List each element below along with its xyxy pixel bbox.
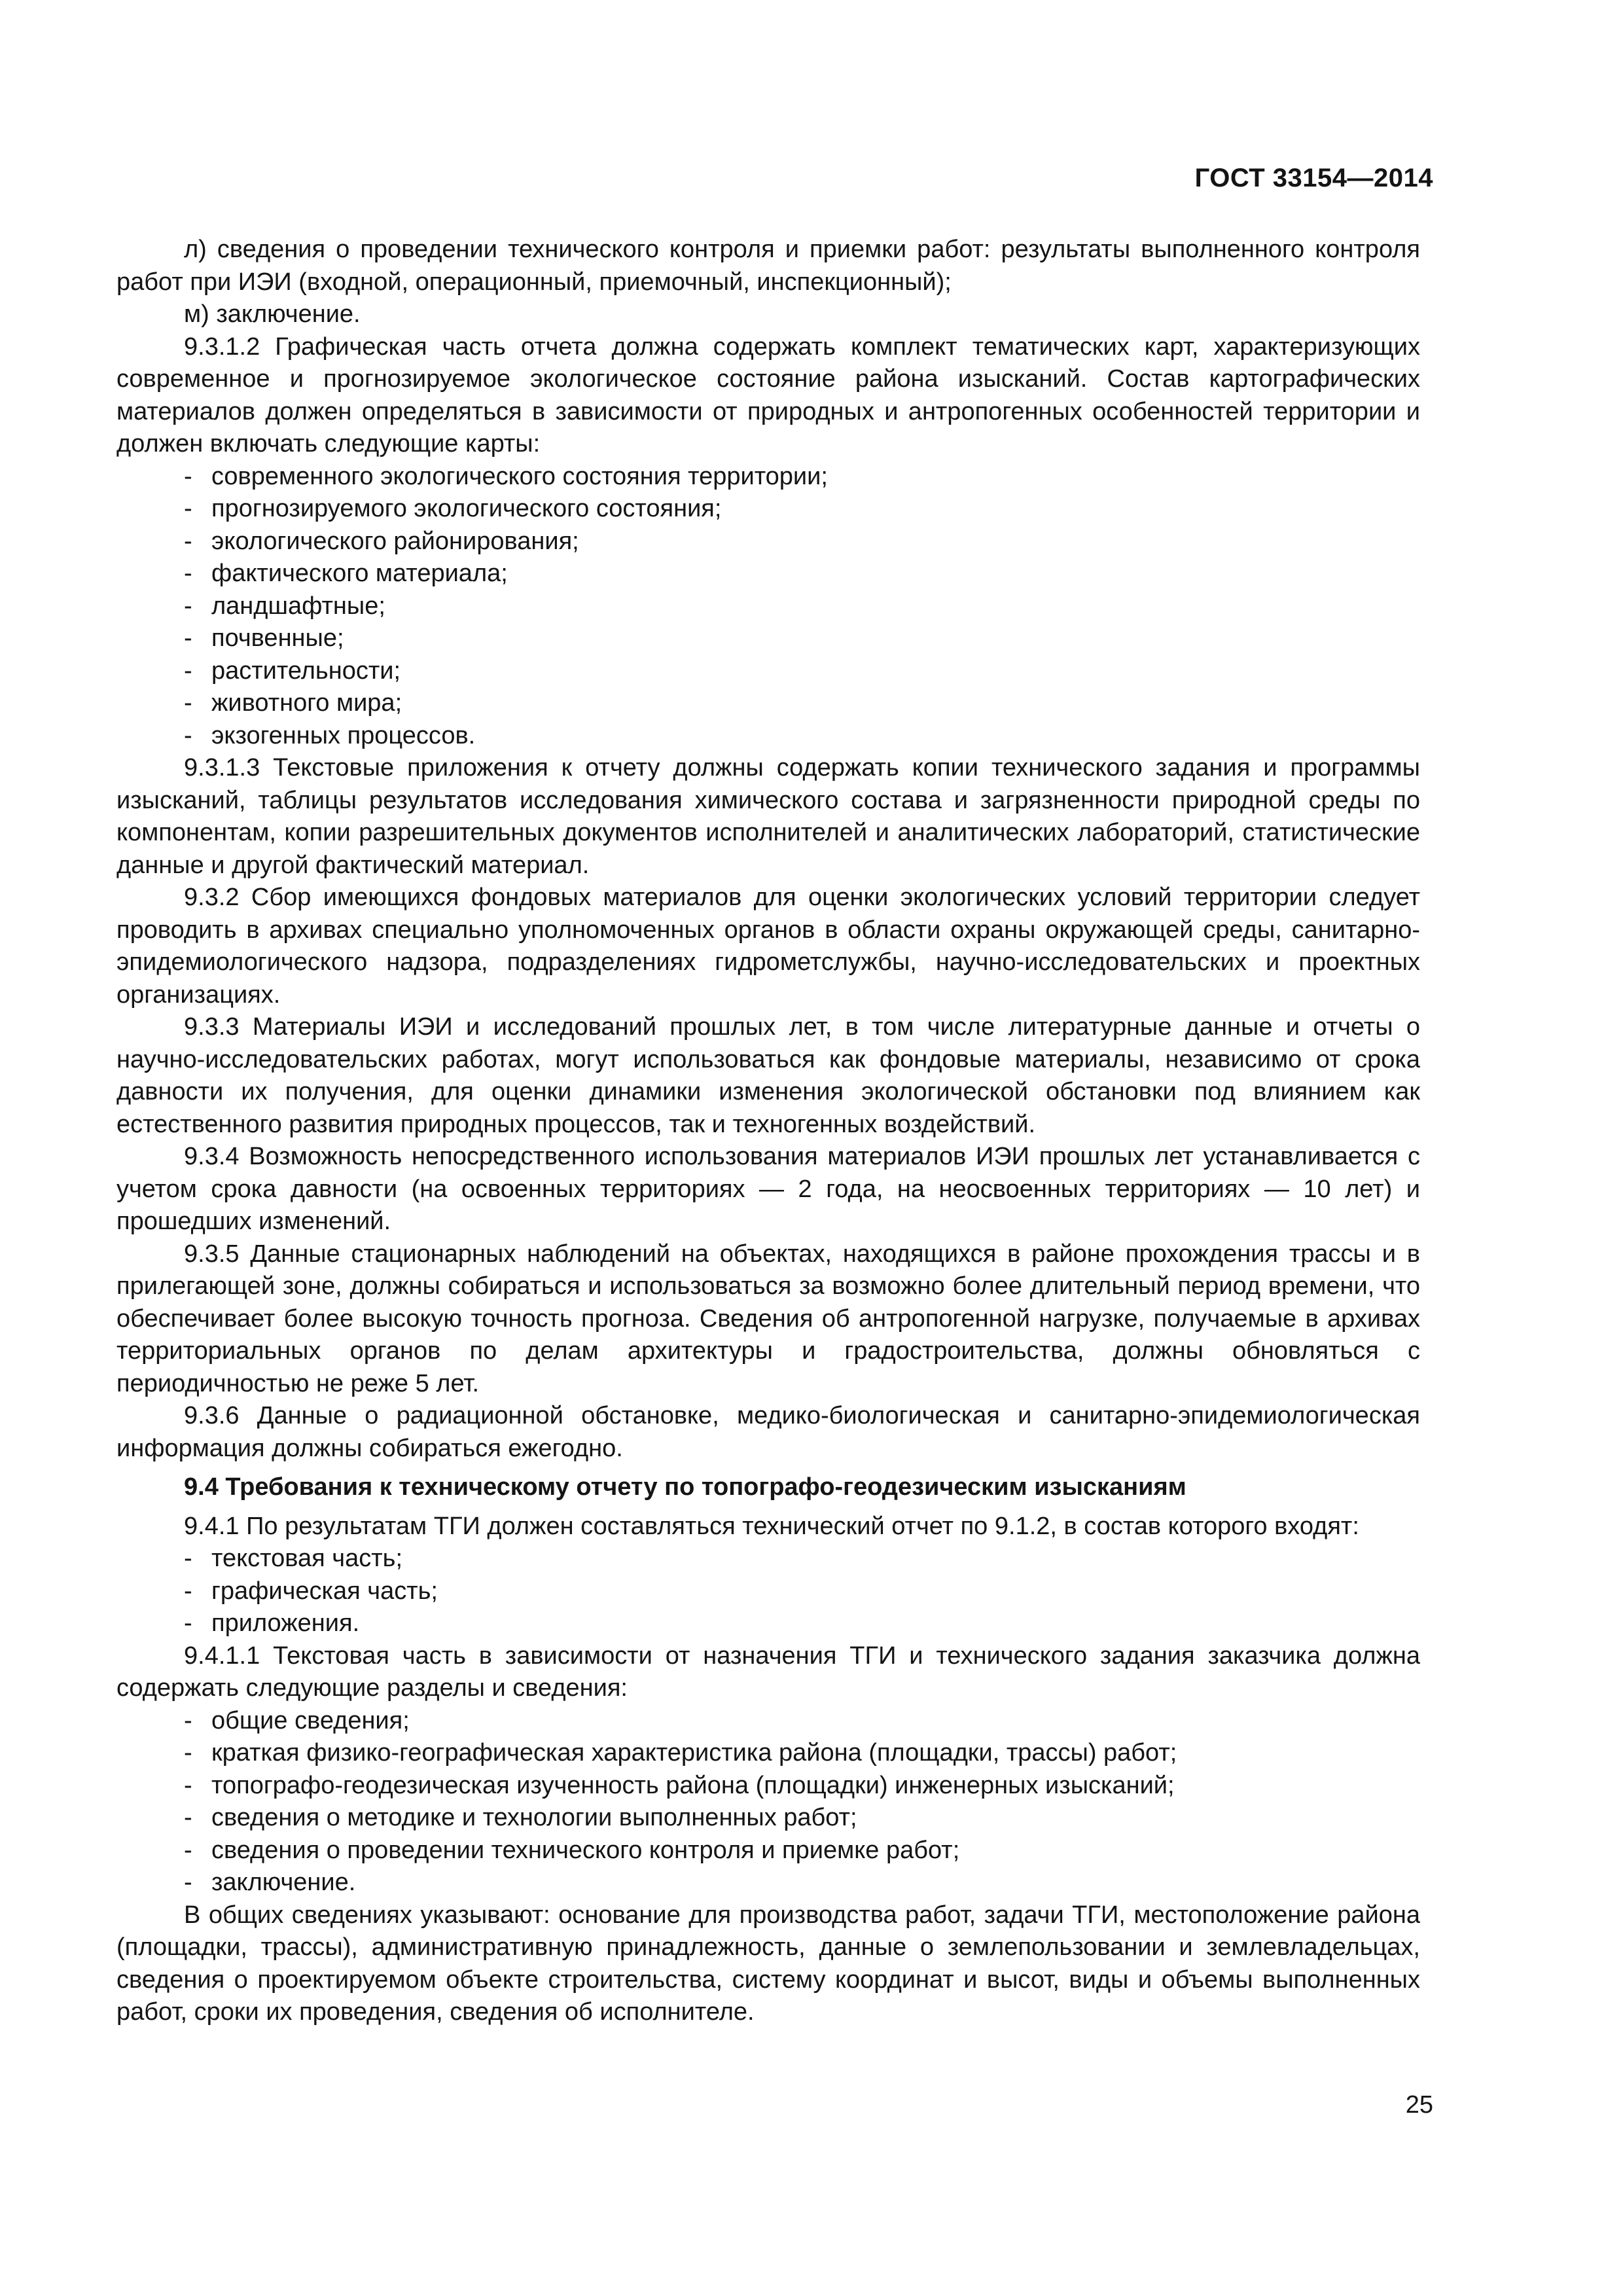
list-dash: - xyxy=(184,1739,192,1767)
paragraph-9-3-5: 9.3.5 Данные стационарных наблюдений на объектах, находящихся в районе прохождения трассы и в прилегающей зоне, должны собираться и использоваться за возможно более длительный период времени, что обеспечивает более высокую точность прогноза. Сведения об антропогенной нагрузке, получаемые в архивах территориальных органов по делам архитектуры и градостроительства, должны обновляться с периодичностью не реже 5 лет. xyxy=(116,1240,1420,1397)
list-item xyxy=(116,1607,1420,1640)
list-item-text: почвенные; xyxy=(211,624,344,652)
list-dash: - xyxy=(184,1804,192,1831)
list-dash: - xyxy=(184,1545,192,1572)
list-item-text: фактического материала; xyxy=(211,560,508,587)
list-item xyxy=(116,1835,1420,1867)
list-item-text: прогнозируемого экологического состояния; xyxy=(211,495,722,522)
report-parts-list xyxy=(116,1543,1420,1640)
list-dash: - xyxy=(184,527,192,555)
maps-list xyxy=(116,461,1420,753)
list-item-text: животного мира; xyxy=(211,689,402,717)
list-item xyxy=(116,526,1420,558)
list-item-text: современного экологического состояния территории; xyxy=(211,462,828,490)
paragraph-9-3-3: 9.3.3 Материалы ИЭИ и исследований прошлых лет, в том числе литературные данные и отчеты о научно-исследовательских работах, могут использоваться как фондовые материалы, независимо от срока давности их получения, для оценки динамики изменения экологической обстановки под влиянием как естественного развития природных процессов, так и техногенных воздействий. xyxy=(116,1013,1420,1138)
list-item xyxy=(116,1705,1420,1738)
list-item-text: сведения о методике и технологии выполненных работ; xyxy=(211,1804,857,1831)
list-dash: - xyxy=(184,1771,192,1799)
list-item xyxy=(116,622,1420,655)
list-item-text: ландшафтные; xyxy=(211,592,385,620)
paragraph-9-4-1-1: 9.4.1.1 Текстовая часть в зависимости от назначения ТГИ и технического задания заказчика должна содержать следующие разделы и сведения: xyxy=(116,1641,1420,1702)
list-item xyxy=(116,655,1420,688)
list-item xyxy=(116,493,1420,526)
list-dash: - xyxy=(184,1577,192,1605)
list-item-text: растительности; xyxy=(211,656,401,685)
list-dash: - xyxy=(184,462,192,490)
paragraph-item-l: л) сведения о проведении технического контроля и приемки работ: результаты выполненного контроля работ при ИЭИ (входной, операционный, приемочный, инспекционный); xyxy=(116,236,1420,296)
paragraph-9-3-4: 9.3.4 Возможность непосредственного использования материалов ИЭИ прошлых лет устанавливается с учетом срока давности (на освоенных территориях — 2 года, на неосвоенных территориях — 10 лет) и прошедших изменений. xyxy=(116,1143,1420,1235)
list-item-text: приложения. xyxy=(211,1609,360,1637)
list-item xyxy=(116,558,1420,590)
list-dash: - xyxy=(184,1609,192,1637)
paragraph-9-4-1: 9.4.1 По результатам ТГИ должен составляться технический отчет по 9.1.2, в состав которого входят: xyxy=(184,1512,1359,1540)
page-number: 25 xyxy=(1405,2091,1433,2119)
list-item-text: общие сведения; xyxy=(211,1706,410,1734)
list-item xyxy=(116,1737,1420,1770)
document-header-id: ГОСТ 33154—2014 xyxy=(1194,164,1433,192)
document-body xyxy=(116,234,1420,2029)
list-dash: - xyxy=(184,721,192,749)
list-dash: - xyxy=(184,1869,192,1896)
list-item-text: заключение. xyxy=(211,1869,356,1896)
list-item xyxy=(116,720,1420,753)
text-sections-list xyxy=(116,1705,1420,1899)
list-item-text: топографо-геодезическая изученность района (площадки) инженерных изысканий; xyxy=(211,1771,1175,1799)
list-item xyxy=(116,687,1420,720)
list-item-text: графическая часть; xyxy=(211,1577,438,1605)
list-item xyxy=(116,1770,1420,1803)
paragraph-9-3-1-2: 9.3.1.2 Графическая часть отчета должна содержать комплект тематических карт, характеризующих современное и прогнозируемое экологическое состояние района изысканий. Состав картографических материалов должен определяться в зависимости от природных и антропогенных особенностей территории и должен включать следующие карты: xyxy=(116,332,1420,457)
section-heading-9-4: 9.4 Требования к техническому отчету по топографо-геодезическим изысканиям xyxy=(184,1473,1186,1501)
list-dash: - xyxy=(184,624,192,652)
list-dash: - xyxy=(184,689,192,717)
list-item xyxy=(116,461,1420,493)
list-item xyxy=(116,1575,1420,1608)
list-dash: - xyxy=(184,592,192,620)
list-item xyxy=(116,1867,1420,1899)
paragraph-9-3-2: 9.3.2 Сбор имеющихся фондовых материалов для оценки экологических условий территории следует проводить в архивах специально уполномоченных органов в области охраны окружающей среды, санитарно-эпидемиологического надзора, подразделениях гидрометслужбы, научно-исследовательских и проектных организациях. xyxy=(116,884,1420,1009)
list-item-text: текстовая часть; xyxy=(211,1545,402,1572)
list-item-text: экзогенных процессов. xyxy=(211,721,476,749)
paragraph-general-info: В общих сведениях указывают: основание для производства работ, задачи ТГИ, местоположение района (площадки, трассы), административную принадлежность, данные о землепользовании и землевладельцах, сведения о проектируемом объекте строительства, систему координат и высот, виды и объемы выполненных работ, сроки их проведения, сведения об исполнителе. xyxy=(116,1901,1420,2026)
paragraph-9-3-6: 9.3.6 Данные о радиационной обстановке, медико-биологическая и санитарно-эпидемиологическая информация должны собираться ежегодно. xyxy=(116,1402,1420,1462)
list-item xyxy=(116,1543,1420,1575)
paragraph-item-m: м) заключение. xyxy=(184,300,361,328)
list-item-text: сведения о проведении технического контроля и приемке работ; xyxy=(211,1836,960,1864)
list-dash: - xyxy=(184,495,192,522)
list-item-text: краткая физико-географическая характеристика района (площадки, трассы) работ; xyxy=(211,1739,1177,1767)
list-dash: - xyxy=(184,1706,192,1734)
list-item xyxy=(116,590,1420,623)
list-dash: - xyxy=(184,560,192,587)
list-dash: - xyxy=(184,1836,192,1864)
list-dash: - xyxy=(184,656,192,685)
paragraph-9-3-1-3: 9.3.1.3 Текстовые приложения к отчету должны содержать копии технического задания и программы изысканий, таблицы результатов исследования химического состава и загрязненности природной среды по компонентам, копии разрешительных документов исполнителей и аналитических лабораторий, статистические данные и другой фактический материал. xyxy=(116,754,1420,879)
list-item-text: экологического районирования; xyxy=(211,527,579,555)
list-item xyxy=(116,1802,1420,1835)
